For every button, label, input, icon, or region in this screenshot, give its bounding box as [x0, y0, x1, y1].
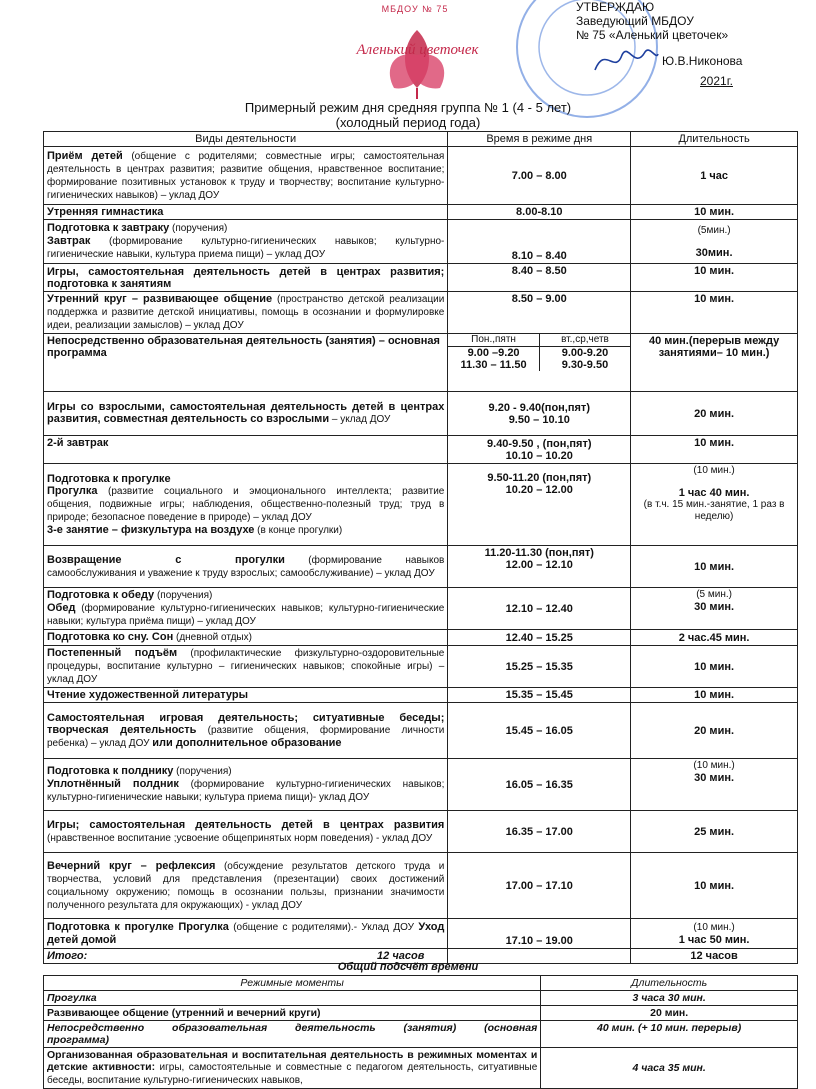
row-duration: 10 мин. — [631, 292, 798, 334]
row-time: 12.10 – 12.40 — [448, 588, 631, 630]
row-duration: 10 мин. — [631, 646, 798, 688]
row-duration: 1 час 50 мин. — [678, 933, 750, 946]
total-time: 12 часов — [377, 950, 425, 962]
time-group-1-a: 9.00 –9.20 — [467, 347, 520, 359]
row-title: Игры; самостоятельная деятельность детей в центрах развития — [47, 818, 445, 831]
time-group-1-b: 11.30 – 11.50 — [460, 359, 527, 371]
row-duration: 20 мин. — [631, 703, 798, 759]
row-title: Подготовка к полднику — [47, 765, 174, 777]
summary-duration: 3 часа 30 мин. — [541, 991, 798, 1006]
row-time: 8.00-8.10 — [448, 205, 631, 220]
table-row — [44, 919, 798, 949]
table-row — [44, 853, 798, 919]
row-duration: 10 мин. — [631, 688, 798, 703]
row-time: 17.10 – 19.00 — [448, 919, 631, 949]
table-row — [44, 264, 798, 292]
row-title-2: Прогулка — [47, 484, 98, 497]
row-title: Игры, самостоятельная деятельность детей в центрах развития; подготовка к занятиям — [47, 265, 445, 290]
row-desc: (общение с родителями).- Уклад ДОУ — [228, 922, 419, 933]
row-title-2: или дополнительное образование — [152, 736, 342, 749]
row-desc: (поручения) — [173, 766, 232, 777]
row-duration-prep: (5мин.) — [697, 224, 731, 236]
row-title: Непосредственно образовательная деятельность (занятия) – основная программа — [47, 335, 440, 359]
row-desc: (дневной отдых) — [173, 632, 252, 643]
table-row — [44, 147, 798, 205]
row-duration: 25 мин. — [631, 811, 798, 853]
row-title: Подготовка к обеду — [47, 589, 155, 601]
summary-duration: 4 часа 35 мин. — [541, 1048, 798, 1089]
row-desc-2: (развитие социального и эмоционального интеллекта; развитие общения, подвижные игры; наблюдения, общественно-полезный труд; труд в природе; безопасное поведение в природе) – уклад ДОУ — [47, 485, 445, 523]
row-title: Самостоятельная игровая деятельность; ситуативные беседы; творческая деятельность — [47, 711, 445, 736]
weekday-group-2: вт.,ср,четв — [539, 334, 630, 347]
row-time: 15.25 – 15.35 — [448, 646, 631, 688]
table-row — [44, 436, 798, 464]
table-row — [44, 392, 798, 436]
row-title: Чтение художественной литературы — [47, 689, 248, 701]
row-title: 2-й завтрак — [47, 437, 109, 449]
row-title: Утренняя гимнастика — [47, 206, 164, 218]
summary-row — [44, 1006, 798, 1021]
summary-duration: 20 мин. — [541, 1006, 798, 1021]
row-duration: 30мин. — [695, 246, 733, 259]
table-row — [44, 688, 798, 703]
row-duration: 10 мин. — [631, 205, 798, 220]
row-title: Подготовка к прогулке Прогулка — [47, 921, 229, 933]
summary-row — [44, 991, 798, 1006]
row-title: Постепенный подъём — [47, 647, 178, 659]
row-duration: 40 мин.(перерыв между занятиями– 10 мин.) — [631, 334, 798, 392]
row-title-2: Уход детей домой — [47, 921, 445, 946]
summary-duration: 40 мин. (+ 10 мин. перерыв) — [541, 1021, 798, 1048]
summary-title: Общий подсчёт времени — [337, 961, 479, 973]
total-duration: 12 часов — [631, 949, 798, 964]
logo-org: МБДОУ № 75 — [381, 4, 449, 14]
row-duration: 10 мин. — [631, 546, 798, 588]
approval-line2: Заведующий МБДОУ — [576, 14, 694, 28]
row-time: 15.35 – 15.45 — [448, 688, 631, 703]
row-time: 17.00 – 17.10 — [448, 853, 631, 919]
table-row — [44, 292, 798, 334]
row-duration: 30 мин. — [694, 601, 735, 613]
row-title: Игры со взрослыми, самостоятельная деятельность детей в центрах развития, совместная деятельность со взрослыми — [47, 401, 445, 425]
header-activity: Виды деятельности — [44, 132, 448, 147]
row-desc-2: (формирование культурно-гигиенических навыков; культурно-гигиенические навыки; культура приёма пищи) – уклад ДОУ — [47, 603, 445, 627]
row-duration: 10 мин. — [631, 264, 798, 292]
schedule-table — [43, 131, 798, 964]
row-desc-2: (формирование культурно-гигиенических навыков; культурно-гигиенические навыки, культура приема пищи) – уклад ДОУ — [47, 236, 445, 260]
row-time: 9.40-9.50 , (пон,пят) — [487, 437, 592, 450]
row-time-2: 9.50 – 10.10 — [508, 413, 570, 426]
time-group-2-b: 9.30-9.50 — [561, 359, 609, 371]
approval-line3: № 75 «Аленький цветочек» — [576, 28, 729, 42]
row-time: 9.20 - 9.40(пон,пят) — [488, 401, 590, 414]
row-desc: (обсуждение результатов детского труда и творчества, условий для представления (презентации) своих достижений социальному окружению; помощь в осознании пользы, признании значимости полученного результата для окружающих) - уклад ДОУ — [47, 860, 445, 911]
row-duration: 1 час 40 мин. — [678, 487, 750, 499]
row-title: Вечерний круг – рефлексия — [47, 859, 216, 872]
summary-label: Непосредственно образовательная деятельность (занятия) (основная программа) — [44, 1021, 541, 1048]
row-title: Подготовка ко сну. Сон — [47, 631, 174, 643]
table-row — [44, 646, 798, 688]
row-time: 16.05 – 16.35 — [448, 759, 631, 811]
page-subtitle: (холодный период года) — [335, 115, 481, 130]
row-duration-prep: (10 мин.) — [693, 465, 735, 476]
weekday-group-1: Пон.,пятн — [448, 334, 539, 347]
summary-label-detail: игры, самостоятельные и совместные с педагогом деятельность, ситуативные беседы, воспитание культурно-гигиенических навыков, — [47, 1062, 538, 1086]
table-row — [44, 464, 798, 546]
approval-line5: 2021г. — [700, 74, 733, 88]
row-time: 8.40 – 8.50 — [448, 264, 631, 292]
row-time-2: 12.00 – 12.10 — [505, 559, 573, 571]
summary-header-duration: Длительность — [541, 976, 798, 991]
time-group-2-a: 9.00-9.20 — [561, 347, 609, 359]
approval-block — [576, 0, 742, 88]
row-time-2: 10.20 – 12.00 — [505, 484, 573, 496]
summary-label: Организованная образовательная и воспитательная деятельность в режимных моментах и детские активности: — [47, 1049, 538, 1073]
row-title-3: 3-е занятие – физкультура на воздухе — [47, 523, 255, 536]
row-desc: (поручения) — [154, 590, 213, 601]
row-desc: – уклад ДОУ — [329, 414, 391, 425]
row-title: Утренний круг – развивающее общение — [47, 293, 273, 305]
row-desc: (развитие общения, формирование личности ребенка) – уклад ДОУ — [47, 724, 445, 749]
summary-label: Прогулка — [44, 991, 541, 1006]
row-desc: (поручения) — [169, 223, 228, 234]
table-row — [44, 220, 798, 264]
row-title: Подготовка к завтраку — [47, 222, 170, 234]
logo-name: Аленький цветочек — [356, 42, 479, 58]
row-desc: (общение с родителями; совместные игры; самостоятельная деятельность в центрах развития; развитие общения, нравственное воспитание; формирование позитивных установок к труду и творчеству; воспитание культурно-гигиенических навыков) – уклад ДОУ — [47, 150, 445, 201]
row-desc-3: (в конце прогулки) — [254, 524, 343, 536]
summary-row — [44, 1021, 798, 1048]
row-time: 11.20-11.30 (пон,пят) — [484, 547, 594, 559]
row-time: 8.50 – 9.00 — [448, 292, 631, 334]
row-title-2: Обед — [47, 602, 76, 614]
row-title: Приём детей — [47, 149, 123, 162]
row-duration-note: (в т.ч. 15 мин.-занятие, 1 раз в неделю) — [643, 499, 785, 522]
row-time: 16.35 – 17.00 — [448, 811, 631, 853]
approval-line4: Ю.В.Никонова — [662, 54, 743, 68]
row-title: Возвращение с прогулки — [47, 553, 285, 566]
row-time: 12.40 – 15.25 — [448, 630, 631, 646]
row-duration: 20 мин. — [631, 392, 798, 436]
row-title-2: Завтрак — [47, 235, 91, 247]
table-row — [44, 811, 798, 853]
table-row — [44, 703, 798, 759]
row-time: 15.45 – 16.05 — [448, 703, 631, 759]
row-time: 7.00 – 8.00 — [448, 147, 631, 205]
row-duration: 2 час.45 мин. — [631, 630, 798, 646]
table-row — [44, 588, 798, 630]
row-time: 8.10 – 8.40 — [448, 220, 631, 264]
summary-header-moments: Режимные моменты — [44, 976, 541, 991]
row-duration: 10 мин. — [631, 853, 798, 919]
row-duration-prep: (10 мин.) — [693, 921, 735, 933]
summary-row — [44, 1048, 798, 1089]
summary-table — [43, 975, 798, 1089]
row-desc-2: (формирование культурно-гигиенических навыков; культурно-гигиенические навыки; культура приема пищи)- уклад ДОУ — [47, 779, 445, 803]
row-duration: 10 мин. — [631, 436, 798, 464]
header-duration: Длительность — [631, 132, 798, 147]
summary-header — [44, 976, 798, 991]
approval-line1: УТВЕРЖДАЮ — [576, 0, 655, 14]
page-title: Примерный режим дня средняя группа № 1 (4 - 5 лет) — [244, 100, 572, 115]
row-time-2: 10.10 – 10.20 — [505, 449, 573, 462]
total-label: Итого: — [47, 950, 88, 962]
row-desc: (формирование навыков самообслуживания и уважение к труду взрослых; самообслуживание) – уклад ДОУ — [47, 554, 445, 579]
row-duration: 30 мин. — [694, 772, 735, 784]
row-desc: (нравственное воспитание ;усвоение общепринятых норм поведения) - уклад ДОУ — [47, 832, 433, 844]
table-row — [44, 546, 798, 588]
row-duration-prep: (10 мин.) — [693, 760, 735, 771]
table-header — [44, 132, 798, 147]
table-row — [44, 205, 798, 220]
row-duration: 1 час — [631, 147, 798, 205]
row-desc: (профилактические физкультурно-оздоровительные процедуры, воспитание культурно – гигиенических навыков; спокойные игры) – уклад ДОУ — [47, 648, 445, 685]
row-time: 9.50-11.20 (пон,пят) — [487, 472, 592, 484]
row-duration-prep: (5 мин.) — [696, 589, 732, 600]
row-title: Подготовка к прогулке — [47, 472, 171, 485]
row-desc: (пространство детской реализации поддержка и развитие детской инициативы, помощь в осознании и формулировке идеи, реализации замыслов) – уклад ДОУ — [47, 294, 445, 331]
row-title-2: Уплотнённый полдник — [47, 778, 179, 790]
table-row — [44, 759, 798, 811]
table-row — [44, 334, 798, 392]
summary-label: Развивающее общение (утренний и вечерний круги) — [44, 1006, 541, 1021]
table-row — [44, 630, 798, 646]
header-time: Время в режиме дня — [448, 132, 631, 147]
